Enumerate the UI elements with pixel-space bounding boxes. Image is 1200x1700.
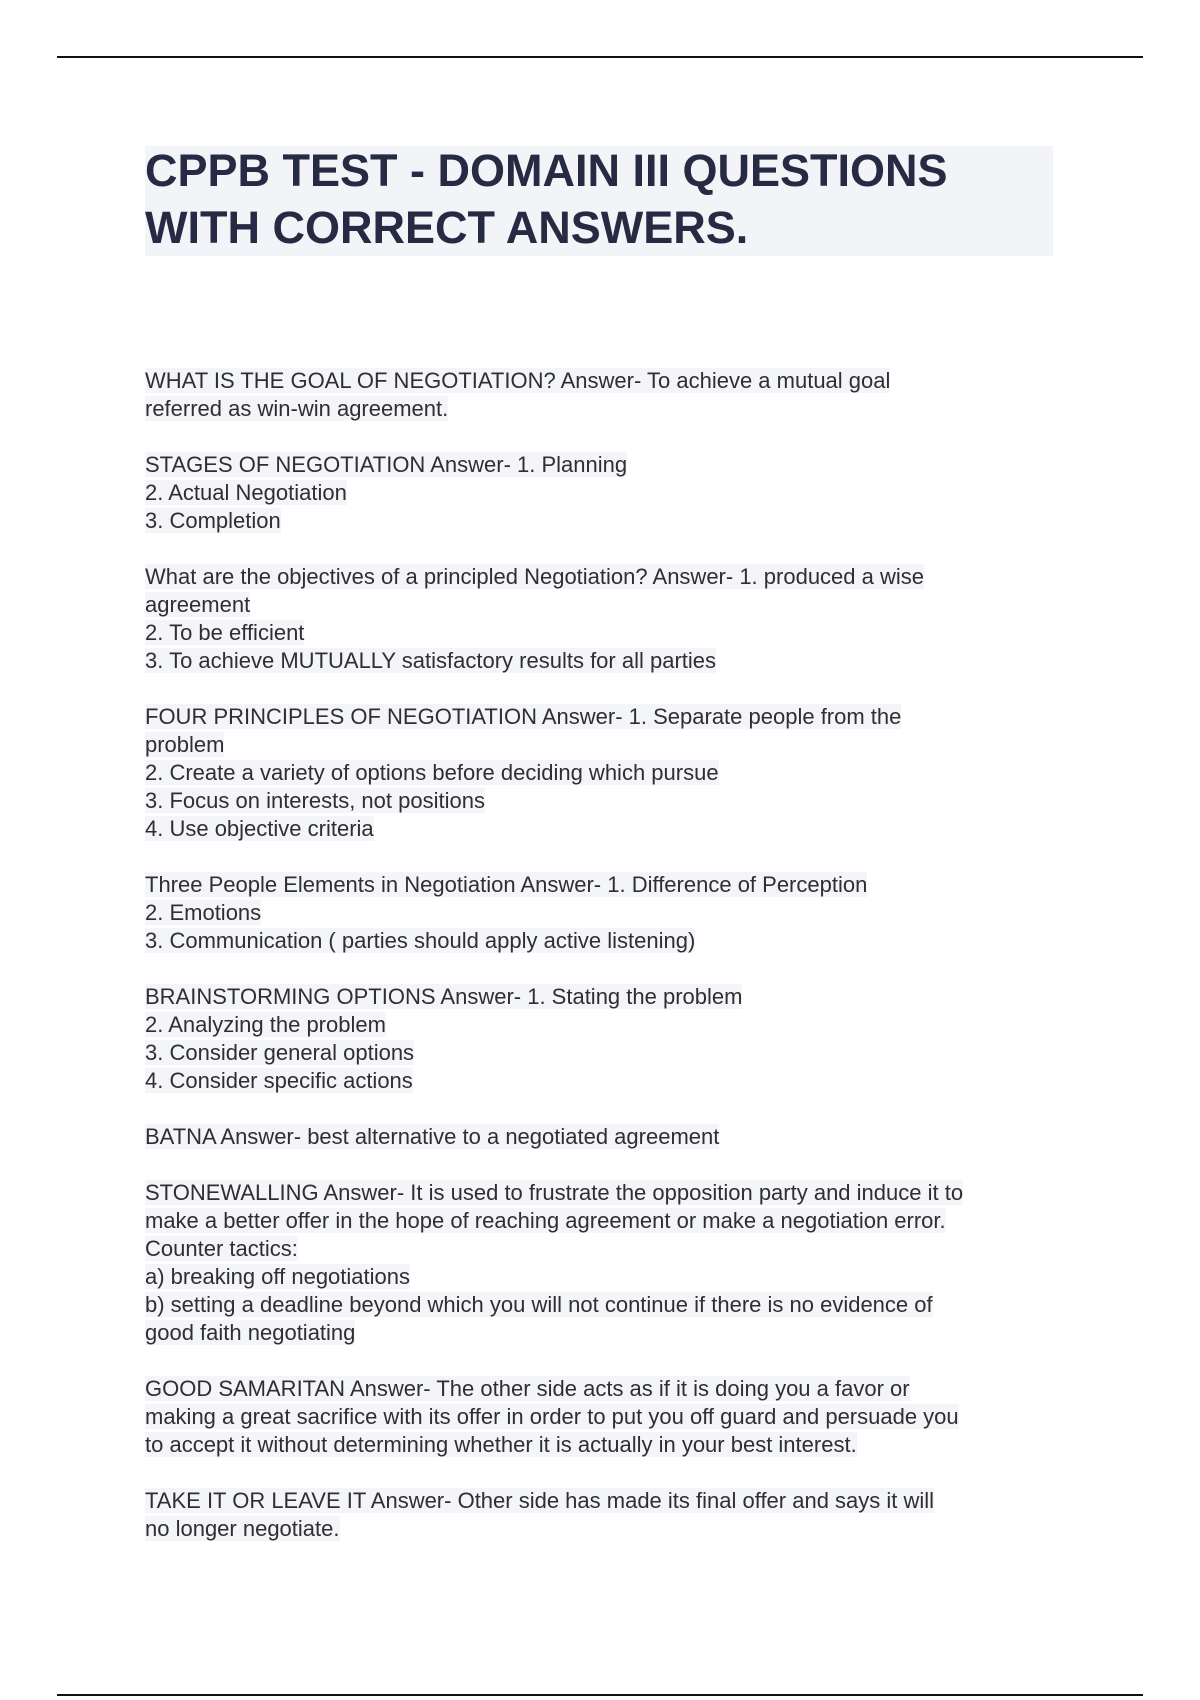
qa-line <box>145 479 1085 507</box>
qa-line <box>145 367 1085 395</box>
qa-line <box>145 871 1085 899</box>
qa-line <box>145 1403 1085 1431</box>
qa-line-text: 3. To achieve MUTUALLY satisfactory results for all parties <box>145 648 717 673</box>
qa-line-text: make a better offer in the hope of reaching agreement or make a negotiation error. <box>145 1208 946 1233</box>
qa-line <box>145 1319 1085 1347</box>
qa-line-text: 3. Consider general options <box>145 1040 415 1065</box>
qa-line <box>145 703 1085 731</box>
title-line-2: WITH CORRECT ANSWERS. <box>145 202 749 253</box>
qa-item <box>145 983 1085 1095</box>
qa-line <box>145 1375 1085 1403</box>
bottom-divider <box>57 1694 1143 1696</box>
qa-line-text: TAKE IT OR LEAVE IT Answer- Other side has made its final offer and says it will <box>145 1488 935 1513</box>
qa-line-text: no longer negotiate. <box>145 1516 340 1541</box>
qa-line <box>145 1011 1085 1039</box>
qa-line-text: 4. Consider specific actions <box>145 1068 413 1093</box>
qa-line-text: a) breaking off negotiations <box>145 1264 410 1289</box>
qa-line <box>145 1263 1085 1291</box>
qa-line-text: WHAT IS THE GOAL OF NEGOTIATION? Answer- To achieve a mutual goal <box>145 368 891 393</box>
qa-item <box>145 451 1085 535</box>
qa-line-text: 3. Completion <box>145 508 281 533</box>
qa-line-text: GOOD SAMARITAN Answer- The other side acts as if it is doing you a favor or <box>145 1376 910 1401</box>
qa-item <box>145 1123 1085 1151</box>
qa-line <box>145 1431 1085 1459</box>
qa-item <box>145 703 1085 843</box>
qa-line-text: 2. To be efficient <box>145 620 305 645</box>
qa-line-text: BATNA Answer- best alternative to a negotiated agreement <box>145 1124 720 1149</box>
qa-line-text: good faith negotiating <box>145 1320 356 1345</box>
qa-line-text: making a great sacrifice with its offer in order to put you off guard and persuade you <box>145 1404 959 1429</box>
qa-line <box>145 1179 1085 1207</box>
qa-line-text: 2. Emotions <box>145 900 262 925</box>
qa-line-text: STONEWALLING Answer- It is used to frustrate the opposition party and induce it to <box>145 1180 964 1205</box>
qa-line <box>145 983 1085 1011</box>
qa-line <box>145 731 1085 759</box>
qa-item <box>145 1179 1085 1347</box>
qa-line <box>145 1067 1085 1095</box>
qa-line <box>145 1123 1085 1151</box>
qa-item <box>145 871 1085 955</box>
qa-line-text: b) setting a deadline beyond which you will not continue if there is no evidence of <box>145 1292 933 1317</box>
qa-line-text: STAGES OF NEGOTIATION Answer- 1. Planning <box>145 452 628 477</box>
qa-line-text: 2. Analyzing the problem <box>145 1012 386 1037</box>
qa-line-text: BRAINSTORMING OPTIONS Answer- 1. Stating the problem <box>145 984 743 1009</box>
title-line-1: CPPB TEST - DOMAIN III QUESTIONS <box>145 145 948 196</box>
qa-line <box>145 759 1085 787</box>
qa-line <box>145 1235 1085 1263</box>
qa-line <box>145 507 1085 535</box>
qa-line <box>145 1291 1085 1319</box>
qa-line <box>145 563 1085 591</box>
qa-line <box>145 395 1085 423</box>
qa-line <box>145 451 1085 479</box>
qa-item <box>145 1375 1085 1459</box>
qa-line <box>145 787 1085 815</box>
qa-line <box>145 1487 1085 1515</box>
qa-line-text: agreement <box>145 592 251 617</box>
qa-line-text: FOUR PRINCIPLES OF NEGOTIATION Answer- 1. Separate people from the <box>145 704 902 729</box>
qa-line-text: What are the objectives of a principled Negotiation? Answer- 1. produced a wise <box>145 564 924 589</box>
qa-line-text: problem <box>145 732 225 757</box>
qa-line <box>145 815 1085 843</box>
qa-line <box>145 619 1085 647</box>
qa-line-text: 3. Communication ( parties should apply active listening) <box>145 928 696 953</box>
qa-line-text: 2. Actual Negotiation <box>145 480 347 505</box>
qa-item <box>145 1487 1085 1543</box>
qa-line <box>145 1515 1085 1543</box>
qa-line <box>145 899 1085 927</box>
qa-line-text: Counter tactics: <box>145 1236 298 1261</box>
qa-line-text: 4. Use objective criteria <box>145 816 374 841</box>
qa-line <box>145 927 1085 955</box>
qa-line <box>145 647 1085 675</box>
qa-line <box>145 591 1085 619</box>
qa-line-text: 3. Focus on interests, not positions <box>145 788 485 813</box>
qa-item <box>145 563 1085 675</box>
qa-line-text: 2. Create a variety of options before deciding which pursue <box>145 760 719 785</box>
qa-line-text: to accept it without determining whether it is actually in your best interest. <box>145 1432 857 1457</box>
qa-line <box>145 1207 1085 1235</box>
qa-line-text: Three People Elements in Negotiation Answer- 1. Difference of Perception <box>145 872 868 897</box>
qa-list <box>145 367 1085 1571</box>
page-title <box>145 142 1065 256</box>
top-divider <box>57 56 1143 58</box>
qa-item <box>145 367 1085 423</box>
qa-line-text: referred as win-win agreement. <box>145 396 449 421</box>
qa-line <box>145 1039 1085 1067</box>
